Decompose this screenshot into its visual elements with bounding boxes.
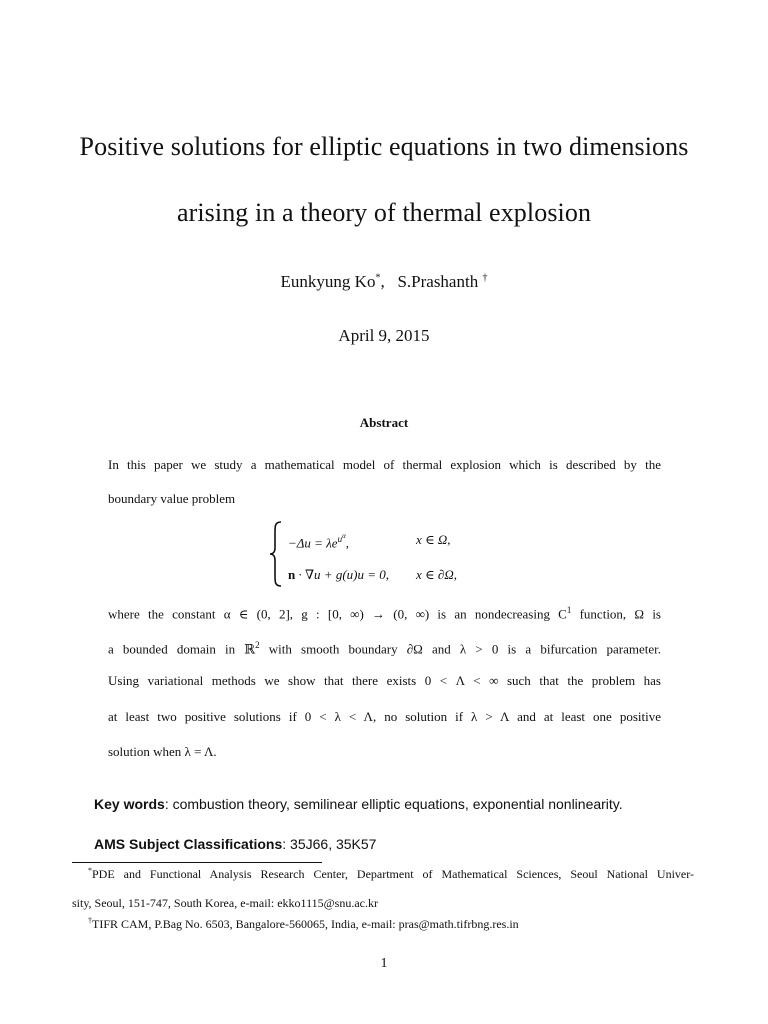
paper-title-line-2: arising in a theory of thermal explosion <box>176 198 592 227</box>
footnote-1-mark: * <box>88 866 92 875</box>
footnote-2 <box>88 916 519 932</box>
equation-row-2 <box>288 567 389 583</box>
abstract-line-4-superscript: 2 <box>255 640 260 650</box>
abstract-line-4 <box>108 637 661 657</box>
abstract-line-4-end: with smooth boundary ∂Ω and λ > 0 is a bifurcation parameter. <box>259 641 662 657</box>
author-footnote-mark-1: * <box>375 272 381 284</box>
footnote-2-text: TIFR CAM, P.Bag No. 6503, Bangalore-560065, India, e-mail: pras@math.tifrbng.res.in <box>92 917 519 931</box>
equation-row-2-rest: · ∇u + g(u)u = 0, <box>295 567 390 582</box>
abstract-line-3-main: where the constant α ∈ (0, 2], g : [0, ∞) → (0, ∞) is an nondecreasing C <box>108 606 567 622</box>
footnote-1-line-2: sity, Seoul, 151-747, South Korea, e-mail: ekko1115@snu.ac.kr <box>72 896 378 910</box>
paper-title-line-1: Positive solutions for elliptic equations in two dimensions <box>79 132 689 161</box>
paper-date: April 9, 2015 <box>338 326 430 345</box>
footnote-2-mark: † <box>88 916 92 925</box>
abstract-heading: Abstract <box>359 415 409 430</box>
abstract-line-3-superscript: 1 <box>566 605 572 615</box>
keywords <box>94 796 623 812</box>
abstract-line-6: at least two positive solutions if 0 < λ < Λ, no solution if λ > Λ and at least one positive <box>108 709 661 724</box>
equation-exponent-alpha: α <box>342 532 346 540</box>
abstract-line-3 <box>108 602 661 622</box>
author-separator: , <box>380 272 385 291</box>
abstract-line-4-main: a bounded domain in ℝ <box>108 641 256 657</box>
ams-classifications <box>94 836 376 852</box>
keywords-label: Key words <box>94 796 165 812</box>
abstract-line-3-end: function, Ω is <box>571 606 661 622</box>
equation-condition-1: x ∈ Ω, <box>416 532 451 547</box>
footnote-1-text: PDE and Functional Analysis Research Center, Department of Mathematical Sciences, Seoul National Univer- <box>92 867 694 881</box>
footnote-1-line-1 <box>88 866 694 882</box>
author-name-2: S.Prashanth <box>397 272 479 291</box>
page-number: 1 <box>380 956 388 971</box>
author-footnote-mark-2: † <box>482 272 488 284</box>
abstract-line-2: boundary value problem <box>108 491 236 506</box>
equation-row-1-comma: , <box>345 535 350 551</box>
equation-condition-2: x ∈ ∂Ω, <box>416 567 457 582</box>
equation-row-1-lhs: −Δu = λe <box>288 535 338 551</box>
abstract-line-7: solution when λ = Λ. <box>108 744 217 759</box>
footnote-divider <box>72 862 322 863</box>
equation-exponent <box>338 534 346 544</box>
boundary-value-problem-equation <box>268 520 508 592</box>
abstract-line-1: In this paper we study a mathematical model of thermal explosion which is described by the <box>108 457 661 472</box>
equation-row-1 <box>288 532 349 551</box>
abstract-line-5: Using variational methods we show that there exists 0 < Λ < ∞ such that the problem has <box>108 673 661 688</box>
keywords-text: : combustion theory, semilinear elliptic equations, exponential nonlinearity. <box>164 796 623 812</box>
equation-exponent-u: u <box>337 534 343 544</box>
normal-vector-symbol: n <box>288 567 296 582</box>
ams-label: AMS Subject Classifications <box>94 836 283 852</box>
author-list <box>0 272 768 292</box>
ams-text: : 35J66, 35K57 <box>282 836 377 852</box>
left-brace-icon <box>268 520 284 588</box>
author-name-1: Eunkyung Ko <box>280 272 376 291</box>
